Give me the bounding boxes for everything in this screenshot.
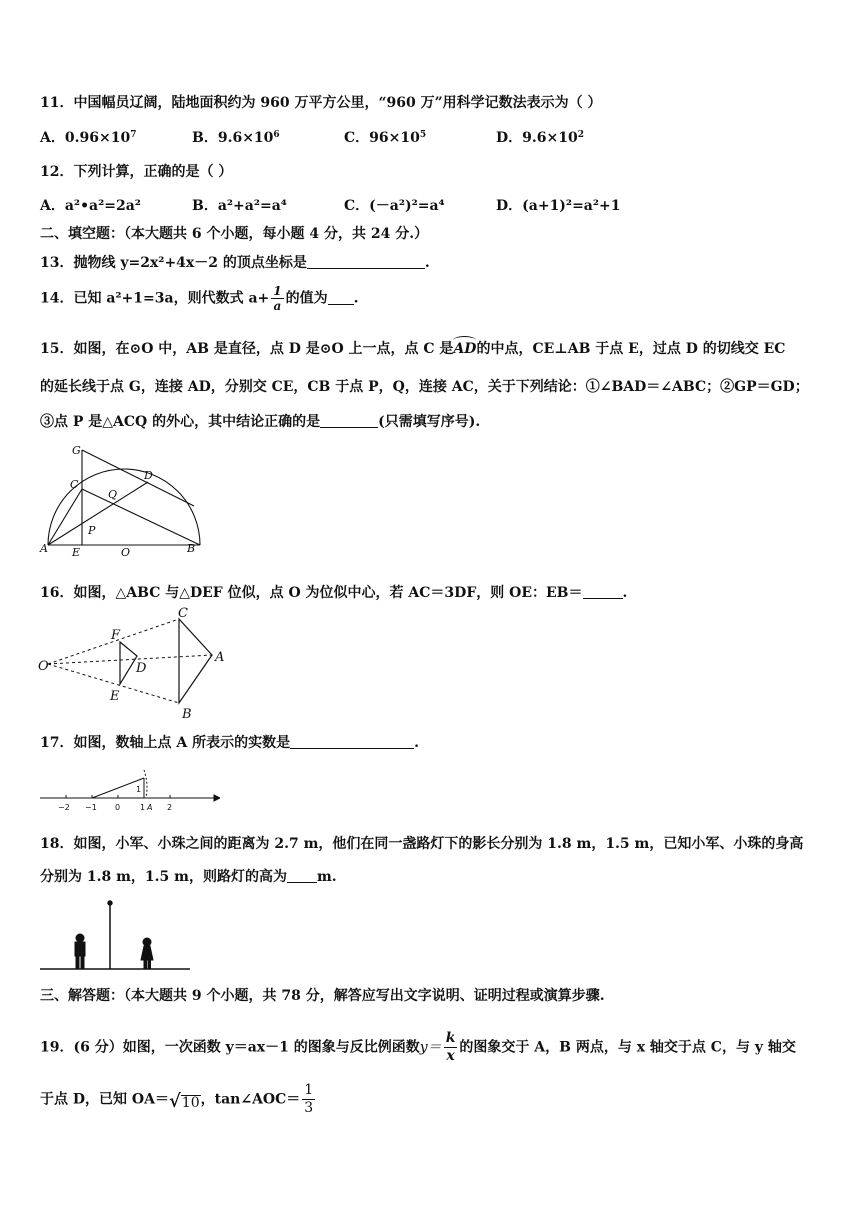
q14-stem: 14．已知 a²+1=3a，则代数式 a+ $\frac{1}{a}$ 的值为 . [40,284,359,313]
tick-label-1: 1 [140,803,146,812]
person-xiaozhu-icon [141,938,153,969]
label-f: F [111,628,121,643]
q18-line-2: 分别为 1.8 m，1.5 m，则路灯的高为 m. [40,869,337,885]
q15-line-2: 的延长线于点 G，连接 AD，分别交 CE，CB 于点 P，Q，连接 AC，关于下列结论：①∠BAD＝∠ABC；②GP＝GD； [40,379,809,395]
point-label-a: A [147,803,153,812]
q15-answer-blank[interactable] [320,415,378,428]
q11-option-c[interactable]: C．$96\times 10^5$ [344,130,427,146]
q18-answer-blank[interactable] [287,870,317,883]
label-o: O [38,659,49,674]
label-c: C [178,606,188,621]
q14-answer-blank[interactable] [328,292,354,305]
tangent-line [82,450,194,506]
label-d: D [136,661,147,676]
label-a: A [215,650,225,665]
label-q: Q [108,488,118,501]
tick-label-minus1: −1 [85,803,97,812]
q11-option-a[interactable]: A．$0.96\times 10^7$ [40,130,137,146]
q17-number-line-figure [36,762,220,816]
section-3-heading: 三、解答题：（本大题共 9 个小题，共 78 分，解答应写出文字说明、证明过程或演算步骤. [40,988,605,1004]
triangle-def [120,642,137,684]
q17-answer-blank[interactable] [290,736,414,749]
q17-stem: 17．如图，数轴上点 A 所表示的实数是 . [40,735,419,751]
label-e: E [72,546,81,559]
line-cb [82,489,200,545]
tick-label-minus2: −2 [58,803,70,812]
q12-option-d[interactable]: D．(a+1)²=a²+1 [496,198,621,214]
q12-option-a[interactable]: A．a²•a²=2a² [40,198,141,214]
q16-stem: 16．如图，△ABC 与△DEF 位似，点 O 为位似中心，若 AC＝3DF，则 OE：EB＝ . [40,585,628,601]
q18-line-1: 18．如图，小军、小珠之间的距离为 2.7 m，他们在同一盏路灯下的影长分别为 1.8 m，1.5 m，已知小军、小珠的身高 [40,836,804,852]
label-a: A [40,542,48,555]
q13-answer-blank[interactable] [307,256,425,269]
q19-line-2: 于点 D，已知 OA＝ √ 10 ，tan∠AOC＝ $\frac{1}{3}$ [40,1082,314,1116]
sqrt-10: √ 10 [168,1090,200,1112]
label-e: E [110,689,120,704]
label-b: B [187,542,196,555]
q19-one-third-fraction: $\frac{1}{3}$ [304,1082,314,1116]
q15-line-1: 15．如图，在⊙O 中，AB 是直径，点 D 是⊙O 上一点，点 C 是AD的中点，CE⊥AB 于点 E，过点 D 的切线交 EC [40,337,785,358]
q12-option-b[interactable]: B．a²+a²=a⁴ [192,198,287,214]
q18-street-lamp-figure [40,896,194,974]
q11-option-b[interactable]: B．$9.6\times 10^6$ [192,130,280,146]
tick-label-2: 2 [167,803,173,812]
q19-k-over-x-fraction: $\frac{k}{x}$ [445,1030,456,1064]
q12-stem: 12．下列计算，正确的是（ ） [40,164,233,180]
q11-stem: 11．中国幅员辽阔，陆地面积约为 960 万平方公里，“960 万”用科学记数法表示为（ ） [40,95,602,111]
tick-label-0: 0 [115,803,121,812]
axis-arrow-icon [214,795,220,801]
q14-fraction: $\frac{1}{a}$ [273,284,282,313]
q15-circle-figure [36,442,206,560]
section-2-heading: 二、填空题：（本大题共 6 个小题，每小题 4 分，共 24 分.） [40,226,429,242]
label-d: D [144,469,153,482]
label-g: G [72,444,81,457]
label-o: O [121,546,131,559]
q15-line-3: ③点 P 是△ACQ 的外心，其中结论正确的是 (只需填写序号). [40,414,481,430]
triangle-abc [179,619,212,703]
q12-option-c[interactable]: C．(－a²)²=a⁴ [344,198,445,214]
q16-answer-blank[interactable] [583,586,623,599]
label-c: C [70,478,79,491]
q11-option-d[interactable]: D．$9.6\times 10^2$ [496,130,584,146]
q16-homothety-figure [36,605,236,720]
arc-ad: AD [453,337,476,357]
q13-stem: 13．抛物线 y=2x²+4x－2 的顶点坐标是 . [40,255,430,271]
leg-length-label: 1 [136,785,142,794]
label-p: P [88,524,96,537]
q19-line-1: 19．(6 分）如图，一次函数 y＝ax－1 的图象与反比例函数y＝ $\frac{k}{x}$ 的图象交于 A，B 两点，与 x 轴交于点 C，与 y 轴交 [40,1030,796,1064]
person-xiaojun-icon [75,934,85,969]
ray-oa [48,655,212,664]
label-b: B [182,707,192,720]
lamp-icon [108,901,112,905]
